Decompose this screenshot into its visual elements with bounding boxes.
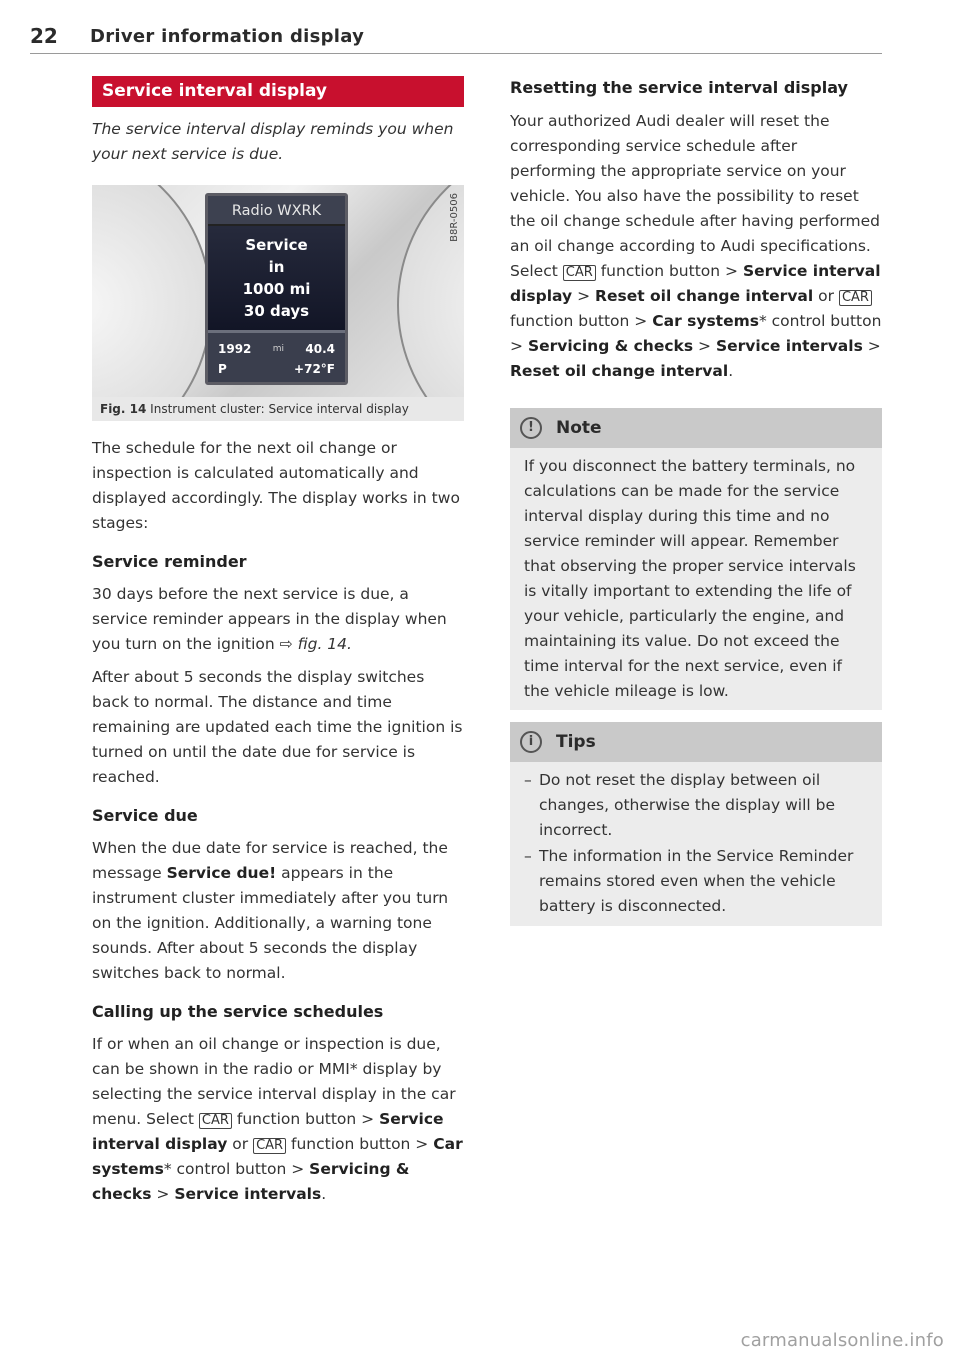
caption-label: Fig. 14 <box>100 402 147 416</box>
service-reminder-heading: Service reminder <box>92 552 247 571</box>
service-reminder-paragraph: 30 days before the next service is due, a service reminder appears in the display when you turn on the ignition ⇨ fig. 14. <box>92 585 447 653</box>
figure-code: B8R-0506 <box>449 193 460 242</box>
note-body: If you disconnect the battery terminals, no calculations can be made for the service interval display during this time and no service reminder will appear. Remember that observing the proper service intervals is vitally important to extending the life of your vehicle, particularly the engine, and maintaining its value. Do not exceed the time interval for the next service, even if the vehicle mileage is low. <box>510 448 882 710</box>
list-item: – The information in the Service Reminder remains stored even when the vehicle battery is disconnected. <box>524 844 868 919</box>
page-number: 22 <box>30 24 58 48</box>
schedule-paragraph: The schedule for the next oil change or inspection is calculated automatically and displayed accordingly. The display works in two stages: <box>92 439 460 532</box>
list-item: – Do not reset the display between oil changes, otherwise the display will be incorrect. <box>524 768 868 843</box>
section-title: Service interval display <box>92 76 464 107</box>
figure-reference-link[interactable]: ⇨ fig. 14. <box>279 635 352 653</box>
tips-list <box>524 768 868 919</box>
figure-caption <box>92 397 464 421</box>
screen-line-4: 30 days <box>243 302 310 320</box>
car-key-label: CAR <box>563 265 596 281</box>
tips-label: Tips <box>556 732 596 752</box>
screen-status-bar <box>208 330 345 382</box>
service-due-paragraph: When the due date for service is reached, the message Service due! appears in the instrument cluster immediately after you turn on the ignition. Additionally, a warning tone sounds. After about 5 seconds the display switches back to normal. <box>92 839 449 982</box>
right-column <box>510 76 882 926</box>
tips-body <box>510 762 882 926</box>
left-gauge <box>92 185 212 397</box>
reset-paragraph: Your authorized Audi dealer will reset the corresponding service schedule after performing the appropriate service on your vehicle. You also have the possibility to reset the oil change schedule after having performed an oil change according to Audi specifications. Select CAR function button > Service interval display > Reset oil change interval or CAR function button > Car systems* control button > Servicing & checks > Service intervals > Reset oil change interval. <box>510 112 882 380</box>
watermark: carmanualsonline.info <box>740 1330 944 1351</box>
note-header <box>510 408 882 448</box>
page-header <box>30 24 882 54</box>
gear-indicator: P <box>218 362 227 376</box>
odometer-value: 1992 <box>218 342 252 356</box>
tips-header <box>510 722 882 762</box>
caption-text: Instrument cluster: Service interval display <box>150 402 409 416</box>
car-key-label: CAR <box>253 1138 286 1154</box>
car-key-label: CAR <box>839 290 872 306</box>
service-due-heading: Service due <box>92 806 198 825</box>
temperature-value: +72°F <box>294 362 335 376</box>
screen-line-3: 1000 mi <box>242 280 311 298</box>
left-column <box>92 76 464 1207</box>
service-reminder-paragraph-2: After about 5 seconds the display switches back to normal. The distance and time remaining are updated each time the ignition is turned on until the date due for service is reached. <box>92 668 463 786</box>
note-label: Note <box>556 418 602 438</box>
screen-line-1: Service <box>245 236 308 254</box>
cluster-screen <box>205 193 348 385</box>
calling-up-heading: Calling up the service schedules <box>92 1002 384 1021</box>
car-key-label: CAR <box>199 1113 232 1129</box>
screen-radio-label: Radio WXRK <box>208 196 345 226</box>
instrument-cluster-figure <box>92 185 464 397</box>
odometer-unit: mi <box>272 344 285 354</box>
warning-icon: ! <box>520 417 542 439</box>
screen-service-message <box>208 226 345 330</box>
trip-value: 40.4 <box>305 342 335 356</box>
screen-line-2: in <box>268 258 285 276</box>
calling-up-paragraph: If or when an oil change or inspection is due, can be shown in the radio or MMI* display by selecting the service interval display in the car menu. Select CAR function button > Service interval display or CAR function button > Car systems* control button > Servicing & checks > Service intervals. <box>92 1035 463 1203</box>
reset-heading: Resetting the service interval display <box>510 78 848 97</box>
chapter-title: Driver information display <box>90 26 365 47</box>
intro-text: The service interval display reminds you when your next service is due. <box>92 120 454 163</box>
info-icon: i <box>520 731 542 753</box>
